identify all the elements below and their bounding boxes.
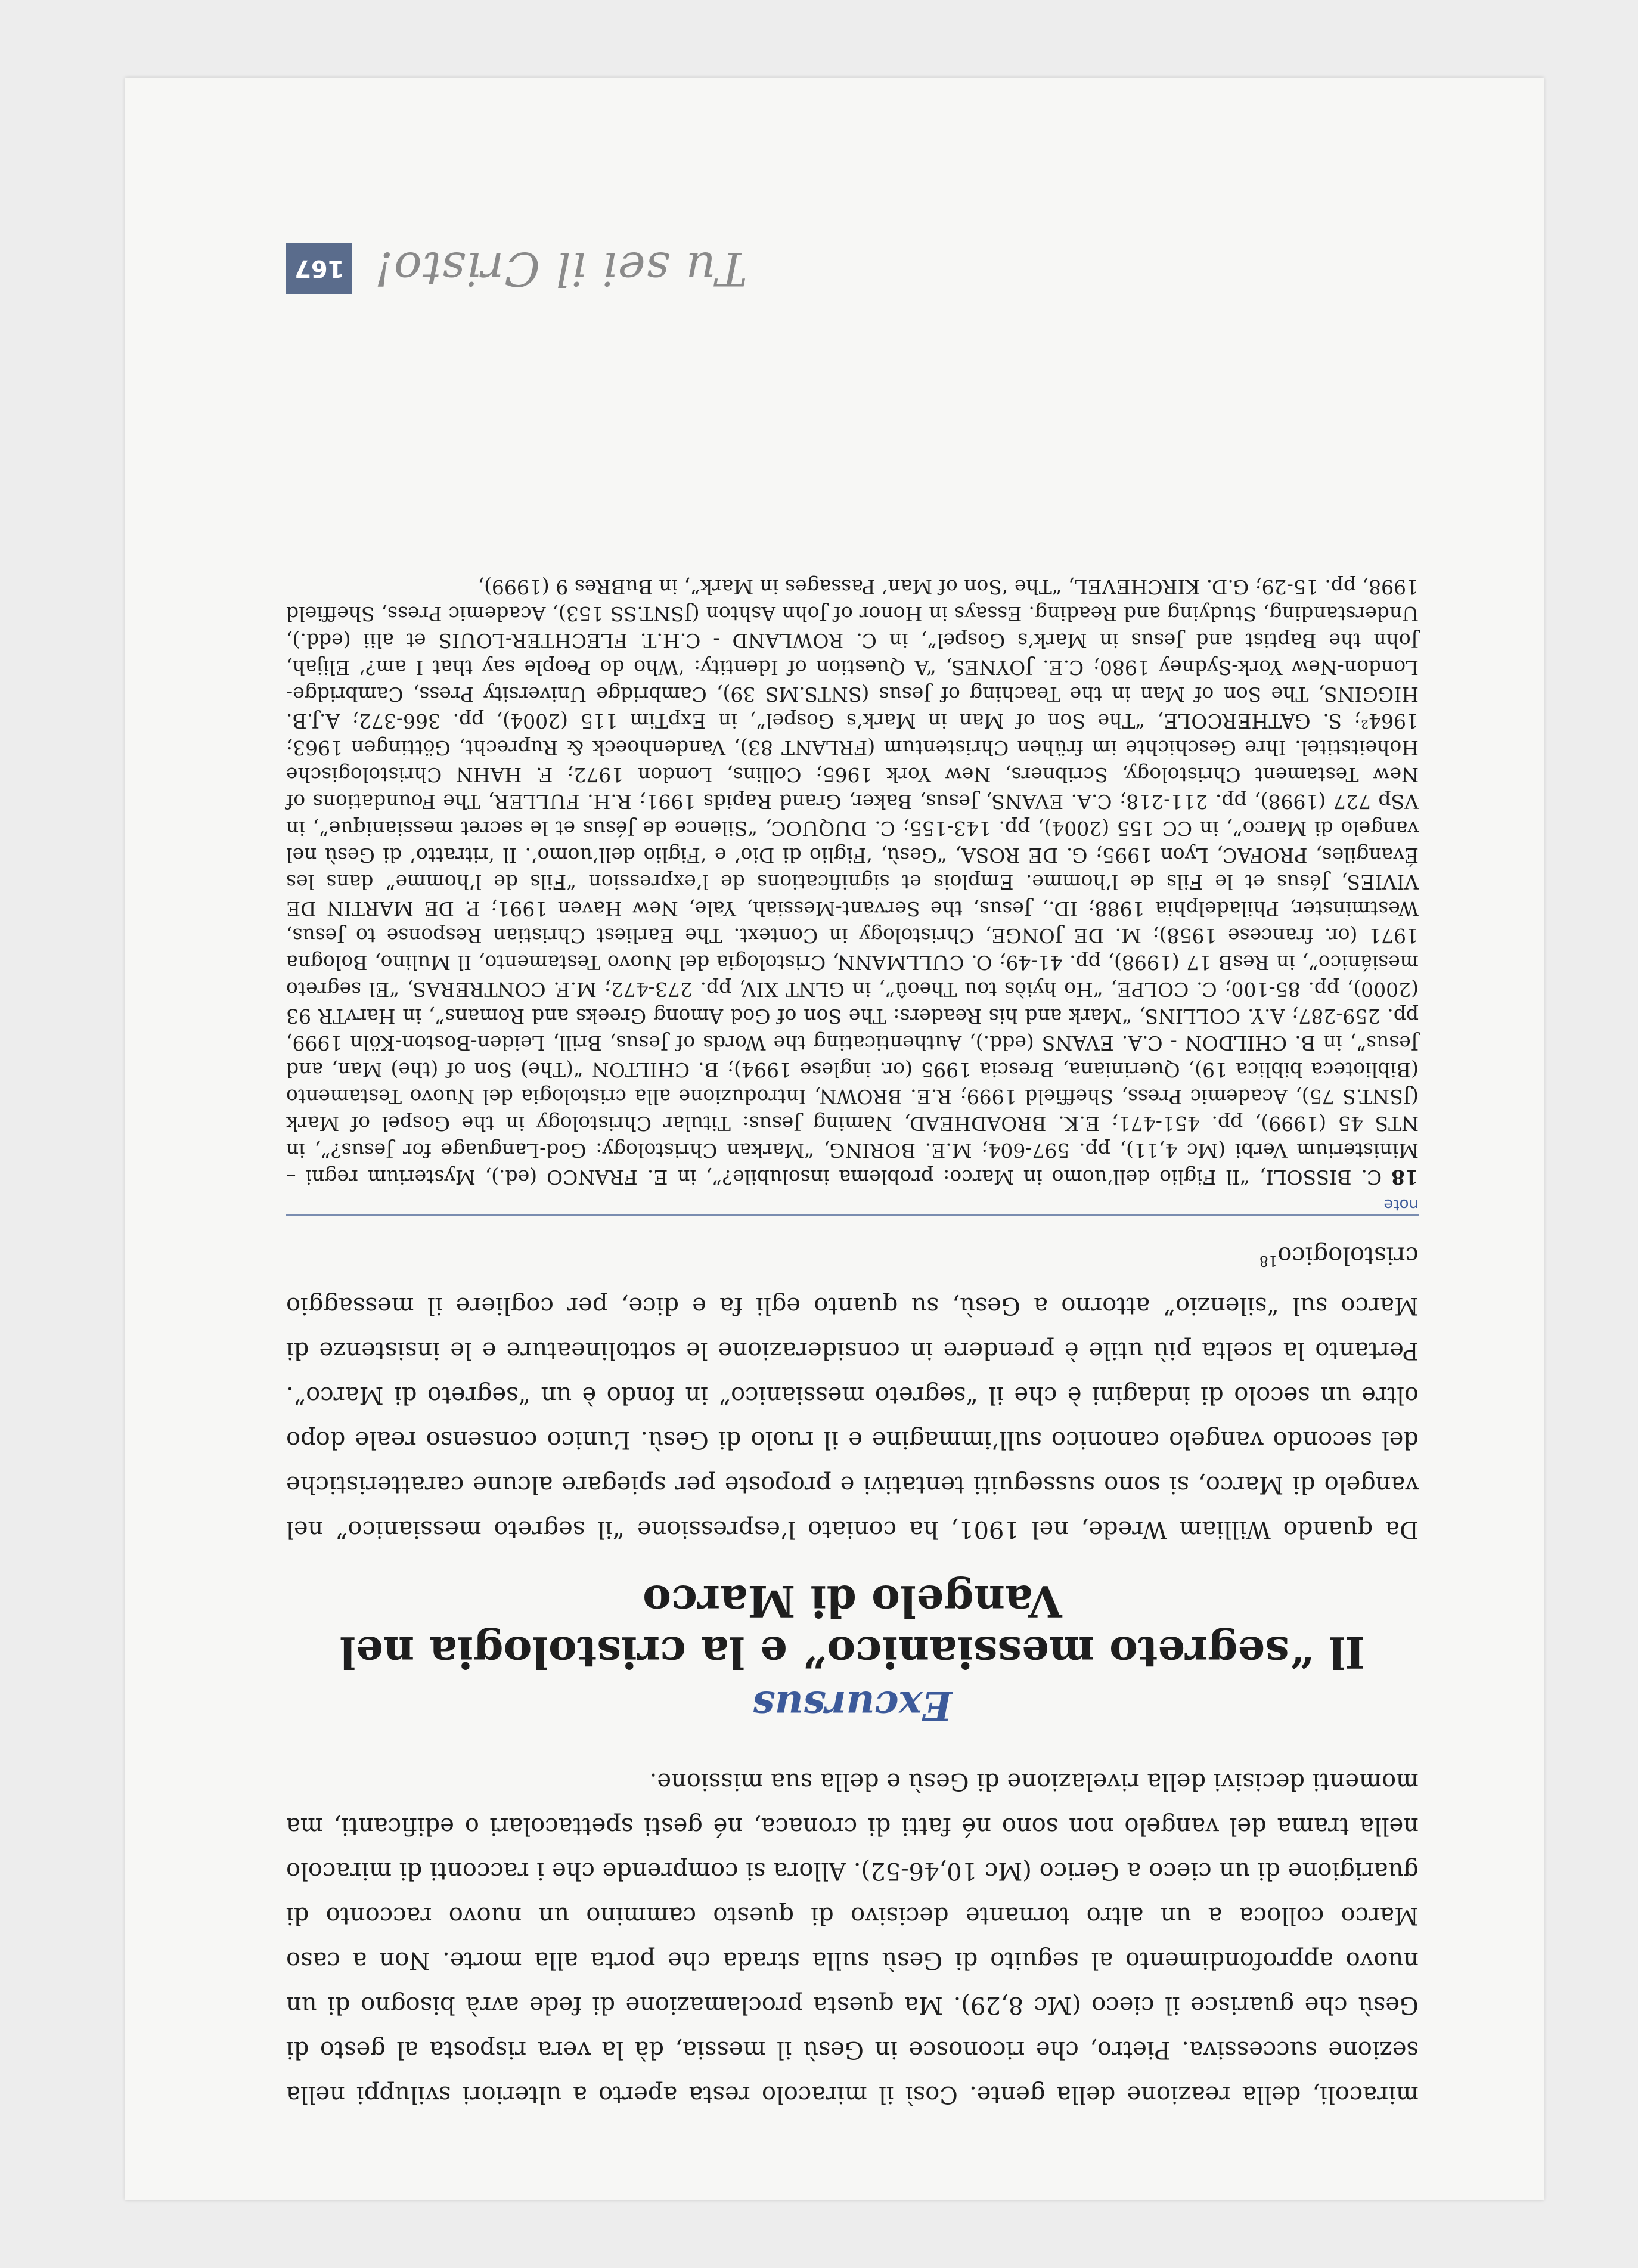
paragraph-intro: miracoli, della reazione della gente. Così il miracolo resta aperto a ulteriori sviluppi nella sezione successiva. Pietro, che riconosce in Gesù il messia, dà la vera risposta al gesto di Gesù che guarisce il cieco (Mc 8,29). Ma questa proclamazione di fede avrà bisogno di un nuovo approfondimento al seguito di Gesù sulla strada che porta alla morte. Non a caso Marco colloca a un altro tornante decisivo di questo cammino un nuovo racconto di guarigione di un cieco a Gerico (Mc 10,46-52). Allora si comprende che i racconti di miracolo nella trama del vangelo non sono né fatti di cronaca, né gesti spettacolari o edificanti, ma momenti decisivi della rivelazione di Gesù e della sua missione. xyxy=(286,1768,1419,2108)
footnote-18 xyxy=(286,574,1419,1191)
running-head xyxy=(286,233,1448,304)
page-content xyxy=(286,574,1419,2117)
excursus-section xyxy=(286,1575,1419,1729)
excursus-body-text: Da quando William Wrede, nel 1901, ha coniato l’espressione “il segreto messianico” nel vangelo di Marco, si sono susseguiti tentativi e proposte per spiegare alcune caratteristiche del secondo vangelo canonico sull’immagine e il ruolo di Gesù. L’unico consenso reale dopo oltre un secolo di indagini è che il “segreto messianico” in fondo è un “segreto di Marco”. Pertanto la scelta più utile è prendere in considerazione le sottolineature e le insistenze di Marco sul “silenzio” attorno a Gesù, su quanto egli fa e dice, per cogliere il messaggio cristologico xyxy=(286,1241,1419,1543)
footnote-reference: 18 xyxy=(1259,1253,1278,1269)
excursus-label: Excursus xyxy=(752,1683,953,1729)
excursus-paragraph xyxy=(286,1233,1419,1551)
notes-label: note xyxy=(1383,1195,1419,1213)
running-title: Tu sei il Cristo! xyxy=(374,241,747,295)
page-number: 167 xyxy=(286,243,353,294)
footnote-text: C. BISSOLI, “Il Figlio dell’uomo in Marco: problema insolubile?”, in E. FRANCO (ed.), Mysterium regni – Ministerium Verbi (Mc 4,11), pp. 597-604; M.E. BORING, “Markan Christology: God-Language for Jesus?”, in NTS 45 (1999), pp. 451-471; E.K. BROADHEAD, Naming Jesus: Titular Christology in the Gospel of Mark (JSNT.S 75), Academic Press, Sheffield 1999; R.E. BROWN, Introduzione alla cristologia del Nuovo Testamento (Biblioteca biblica 19), Queriniana, Brescia 1995 (or. inglese 1994); B. CHILTON “(The) Son of (the) Man, and Jesus”, in B. CHILDON - C.A. EVANS (edd.), Authenticating the Words of Jesus, Brill, Leiden-Boston-Köln 1999, pp. 259-287; A.Y. COLLINS, “Mark and his Readers: The Son of God Among Greeks and Romans”, in HarvTR 93 (2000), pp. 85-100; C. COLPE, “Ho hyiòs tou Theoû”, in GLNT XIV, pp. 273-472; M.F. CONTRERAS, “El segreto mesiánico”, in ResB 17 (1998), pp. 41-49; O. CULLMANN, Cristologia del Nuovo Testamento, Il Mulino, Bologna 1971 (or. francese 1958); M. DE JONGE, Christology in Context. The Earliest Christian Response to Jesus, Westminster, Philadelphia 1988; ID., Jesus, the Servant-Messiah, Yale, New Haven 1991; P. DE MARTIN DE VIVIES, Jésus et le Fils de l’homme. Emplois et significations de l’expression “Fils de l’homme” dans les Évangiles, PROFAC, Lyon 1995; G. DE ROSA, “Gesù, ‘Figlio di Dio’ e ‘Figlio dell’uomo’. Il ‘ritratto’ di Gesù nel vangelo di Marco”, in CC 155 (2004), pp. 143-155; C. DUQUOC, “Silence de Jésus et le secret messianique”, in VSp 727 (1998), pp. 211-218; C.A. EVANS, Jesus, Baker, Grand Rapids 1991; R.H. FULLER, The Foundations of New Testament Christology, Scribners, New York 1965; Collins, London 1972; F. HAHN Christologische Hoheitstitel. Ihre Geschichte im frühen Christentum (FRLANT 83), Vandenhoeck & Ruprecht, Göttingen 1963; 1964²; S. GATHERCOLE, “The Son of Man in Mark’s Gospel”, in ExpTim 115 (2004), pp. 366-372; A.J.B. HIGGINS, The Son of Man in the Teaching of Jesus (SNTS.MS 39), Cambridge University Press, Cambridge-London-New York-Sydney 1980; C.E. JOYNES, “A Question of Identity: ‘Who do People say that I am?’ Elijah, John the Baptist and Jesus in Mark’s Gospel”, in C. ROWLAND - C.H.T. FLECHTER-LOUIS et alii (edd.), Understanding, Studying and Reading. Essays in Honor of John Ashton (JSNT.SS 153), Academic Press, Sheffield 1998, pp. 15-29; G.D. KIRCHEVEL, “The ‘Son of Man’ Passages in Mark”, in BuBRes 9 (1999), xyxy=(286,575,1419,1189)
excursus-title: Il “segreto messianico” e la cristologia nel Vangelo di Marco xyxy=(339,1576,1366,1678)
book-page xyxy=(125,78,1544,2200)
notes-divider xyxy=(286,1191,1419,1216)
footnote-number: 18 xyxy=(1391,1165,1419,1189)
